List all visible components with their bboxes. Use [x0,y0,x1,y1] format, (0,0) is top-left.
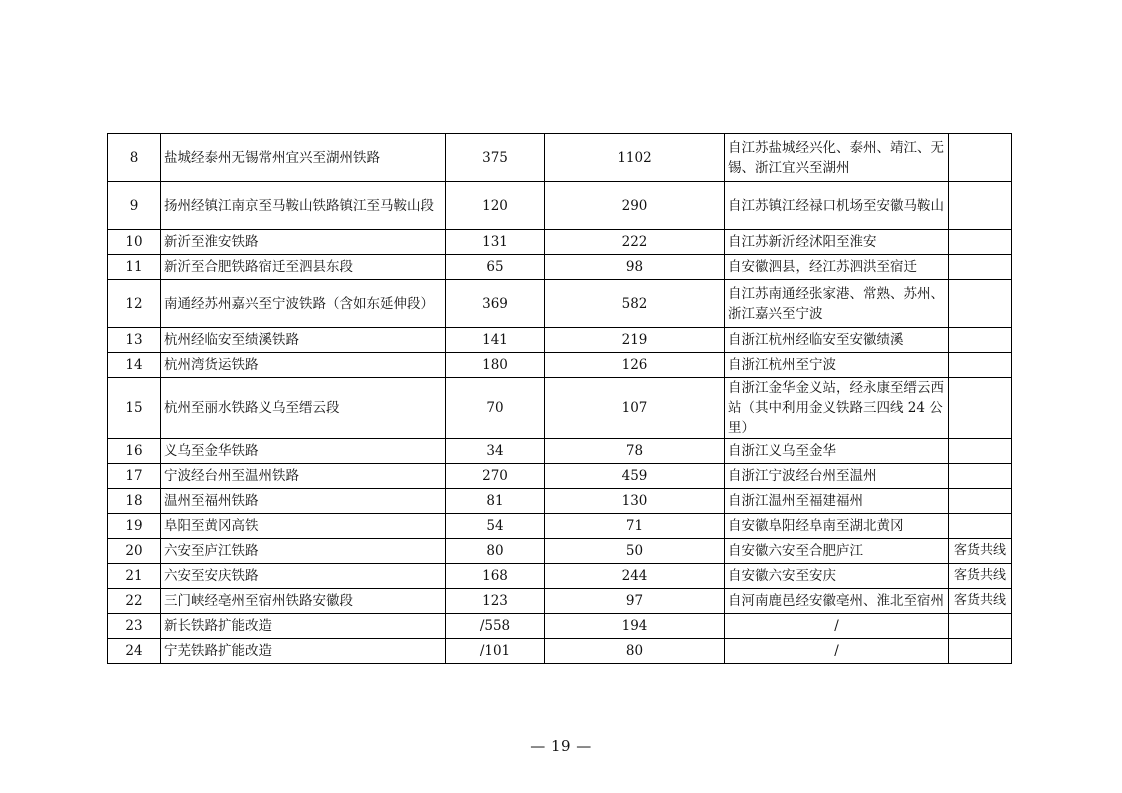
note-cell [949,280,1012,328]
project-name-cell: 杭州湾货运铁路 [161,353,446,378]
project-name-cell: 温州至福州铁路 [161,489,446,514]
project-name-cell: 盐城经泰州无锡常州宜兴至湖州铁路 [161,134,446,182]
first-number-cell: 80 [446,539,545,564]
first-number-cell: 120 [446,182,545,230]
first-number-cell: 123 [446,589,545,614]
table-row [108,255,1012,280]
second-number-cell: 97 [545,589,725,614]
table-body [108,134,1012,664]
first-number-cell: 369 [446,280,545,328]
note-cell [949,182,1012,230]
project-name-cell: 南通经苏州嘉兴至宁波铁路（含如东延伸段） [161,280,446,328]
note-cell [949,134,1012,182]
project-name-cell: 杭州至丽水铁路义乌至缙云段 [161,378,446,439]
note-cell: 客货共线 [949,539,1012,564]
table-row [108,589,1012,614]
project-name-cell: 新长铁路扩能改造 [161,614,446,639]
table-row [108,489,1012,514]
row-index-cell: 8 [108,134,161,182]
route-cell: 自安徽阜阳经阜南至湖北黄冈 [725,514,949,539]
first-number-cell: 131 [446,230,545,255]
second-number-cell: 194 [545,614,725,639]
second-number-cell: 50 [545,539,725,564]
table-row [108,614,1012,639]
route-cell: 自浙江杭州至宁波 [725,353,949,378]
second-number-cell: 459 [545,464,725,489]
second-number-cell: 71 [545,514,725,539]
first-number-cell: 34 [446,439,545,464]
route-cell: 自安徽六安至安庆 [725,564,949,589]
route-cell: / [725,614,949,639]
project-name-cell: 宁波经台州至温州铁路 [161,464,446,489]
first-number-cell: 141 [446,328,545,353]
row-index-cell: 20 [108,539,161,564]
table-row [108,328,1012,353]
note-cell [949,639,1012,664]
row-index-cell: 21 [108,564,161,589]
first-number-cell: 70 [446,378,545,439]
table-row [108,182,1012,230]
second-number-cell: 78 [545,439,725,464]
first-number-cell: 180 [446,353,545,378]
row-index-cell: 12 [108,280,161,328]
row-index-cell: 11 [108,255,161,280]
page-number: — 19 — [530,737,592,755]
table-row [108,514,1012,539]
table-row [108,464,1012,489]
project-name-cell: 义乌至金华铁路 [161,439,446,464]
note-cell [949,464,1012,489]
table-row [108,378,1012,439]
second-number-cell: 98 [545,255,725,280]
row-index-cell: 22 [108,589,161,614]
second-number-cell: 80 [545,639,725,664]
first-number-cell: /101 [446,639,545,664]
route-cell: / [725,639,949,664]
railway-project-table [107,133,1012,664]
first-number-cell: 81 [446,489,545,514]
second-number-cell: 244 [545,564,725,589]
note-cell [949,514,1012,539]
route-cell: 自安徽六安至合肥庐江 [725,539,949,564]
route-cell: 自浙江宁波经台州至温州 [725,464,949,489]
row-index-cell: 24 [108,639,161,664]
first-number-cell: 270 [446,464,545,489]
second-number-cell: 219 [545,328,725,353]
route-cell: 自浙江杭州经临安至安徽绩溪 [725,328,949,353]
row-index-cell: 14 [108,353,161,378]
row-index-cell: 13 [108,328,161,353]
table-row [108,230,1012,255]
route-cell: 自江苏南通经张家港、常熟、苏州、浙江嘉兴至宁波 [725,280,949,328]
note-cell [949,255,1012,280]
project-name-cell: 杭州经临安至绩溪铁路 [161,328,446,353]
row-index-cell: 18 [108,489,161,514]
route-cell: 自浙江义乌至金华 [725,439,949,464]
first-number-cell: 375 [446,134,545,182]
route-cell: 自河南鹿邑经安徽亳州、淮北至宿州 [725,589,949,614]
project-name-cell: 新沂至合肥铁路宿迁至泗县东段 [161,255,446,280]
row-index-cell: 16 [108,439,161,464]
note-cell [949,378,1012,439]
first-number-cell: 168 [446,564,545,589]
note-cell [949,230,1012,255]
row-index-cell: 10 [108,230,161,255]
first-number-cell: 54 [446,514,545,539]
row-index-cell: 17 [108,464,161,489]
second-number-cell: 1102 [545,134,725,182]
first-number-cell: 65 [446,255,545,280]
table-row [108,280,1012,328]
table-row [108,539,1012,564]
note-cell [949,328,1012,353]
route-cell: 自浙江金华金义站，经永康至缙云西站（其中利用金义铁路三四线 24 公里） [725,378,949,439]
second-number-cell: 107 [545,378,725,439]
note-cell [949,489,1012,514]
second-number-cell: 126 [545,353,725,378]
project-name-cell: 阜阳至黄冈高铁 [161,514,446,539]
table-row [108,134,1012,182]
route-cell: 自浙江温州至福建福州 [725,489,949,514]
second-number-cell: 290 [545,182,725,230]
first-number-cell: /558 [446,614,545,639]
route-cell: 自安徽泗县，经江苏泗洪至宿迁 [725,255,949,280]
note-cell [949,353,1012,378]
row-index-cell: 19 [108,514,161,539]
project-name-cell: 六安至安庆铁路 [161,564,446,589]
note-cell: 客货共线 [949,589,1012,614]
note-cell [949,614,1012,639]
route-cell: 自江苏新沂经沭阳至淮安 [725,230,949,255]
table-row [108,353,1012,378]
project-name-cell: 新沂至淮安铁路 [161,230,446,255]
row-index-cell: 23 [108,614,161,639]
second-number-cell: 222 [545,230,725,255]
project-name-cell: 三门峡经亳州至宿州铁路安徽段 [161,589,446,614]
project-name-cell: 六安至庐江铁路 [161,539,446,564]
second-number-cell: 582 [545,280,725,328]
route-cell: 自江苏镇江经禄口机场至安徽马鞍山 [725,182,949,230]
project-name-cell: 宁芜铁路扩能改造 [161,639,446,664]
second-number-cell: 130 [545,489,725,514]
route-cell: 自江苏盐城经兴化、泰州、靖江、无锡、浙江宜兴至湖州 [725,134,949,182]
row-index-cell: 15 [108,378,161,439]
note-cell [949,439,1012,464]
note-cell: 客货共线 [949,564,1012,589]
table-row [108,639,1012,664]
table-row [108,564,1012,589]
table-row [108,439,1012,464]
row-index-cell: 9 [108,182,161,230]
project-name-cell: 扬州经镇江南京至马鞍山铁路镇江至马鞍山段 [161,182,446,230]
